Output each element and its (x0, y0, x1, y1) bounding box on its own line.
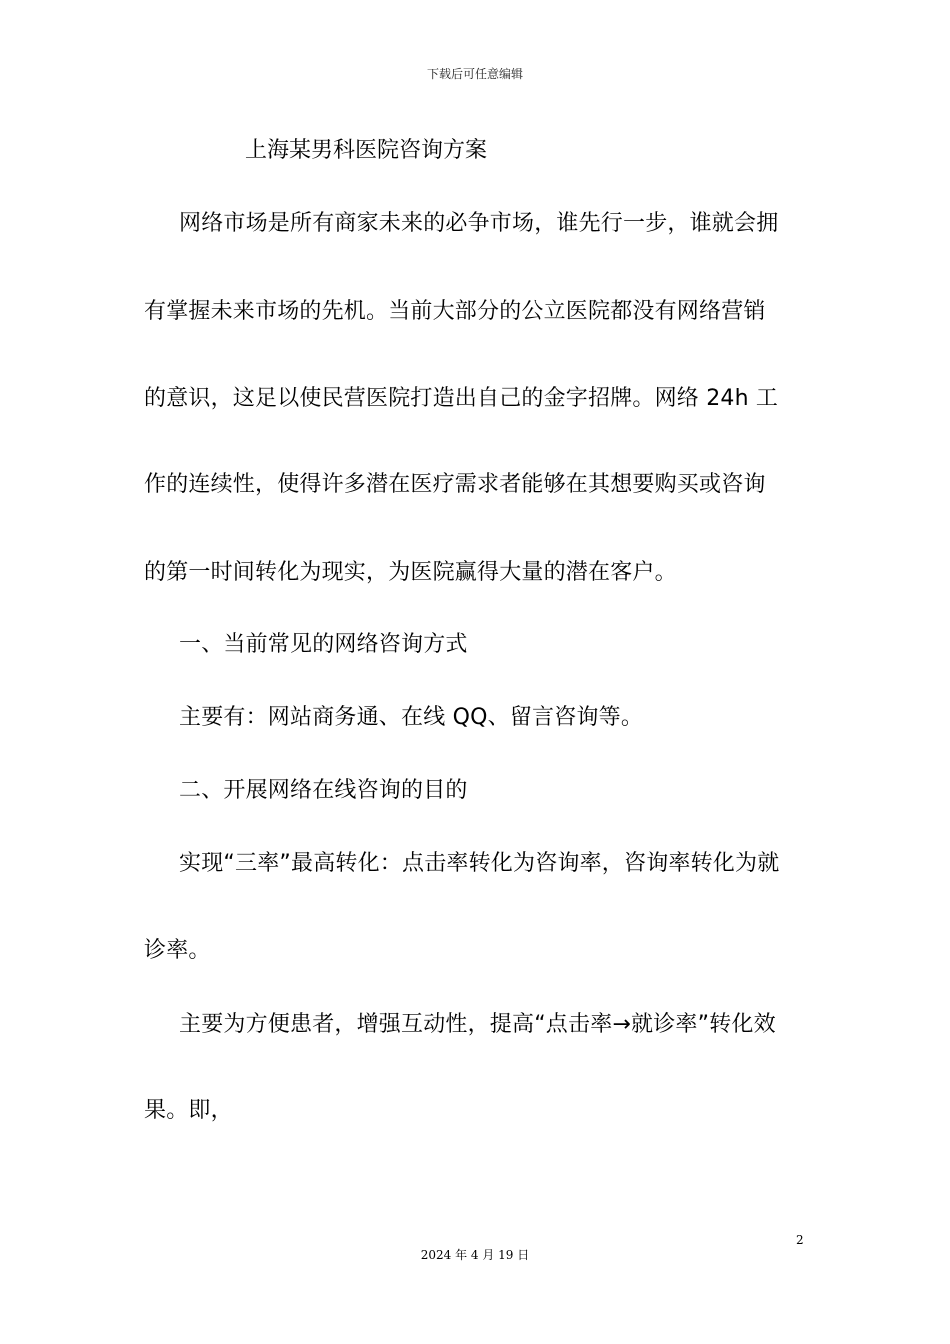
header-note: 下载后可任意编辑 (426, 67, 523, 81)
section-heading-2: 二、开展网络在线咨询的目的 (179, 778, 468, 803)
paragraph-line-7: 实现“三率”最高转化：点击率转化为咨询率，咨询率转化为就 (179, 851, 780, 876)
paragraph-line-8: 诊率。 (144, 938, 211, 963)
paragraph-line-4: 作的连续性，使得许多潜在医疗需求者能够在其想要购买或咨询 (144, 472, 766, 497)
section-heading-1: 一、当前常见的网络咨询方式 (179, 632, 468, 657)
paragraph-line-5: 的第一时间转化为现实，为医院赢得大量的潜在客户。 (144, 560, 677, 585)
paragraph-line-2: 有掌握未来市场的先机。当前大部分的公立医院都没有网络营销 (144, 299, 766, 324)
document-title: 上海某男科医院咨询方案 (245, 138, 488, 163)
page-number: 2 (796, 1233, 804, 1247)
footer-date: 2024 年 4 月 19 日 (420, 1248, 530, 1262)
paragraph-line-6: 主要有：网站商务通、在线 QQ、留言咨询等。 (179, 705, 644, 730)
paragraph-line-1: 网络市场是所有商家未来的必争市场，谁先行一步，谁就会拥 (179, 211, 779, 236)
paragraph-line-9: 主要为方便患者，增强互动性，提高“点击率→就诊率”转化效 (179, 1012, 776, 1037)
paragraph-line-3: 的意识，这足以使民营医院打造出自己的金字招牌。网络 24h 工 (144, 386, 779, 411)
paragraph-line-10: 果。即， (144, 1098, 233, 1123)
